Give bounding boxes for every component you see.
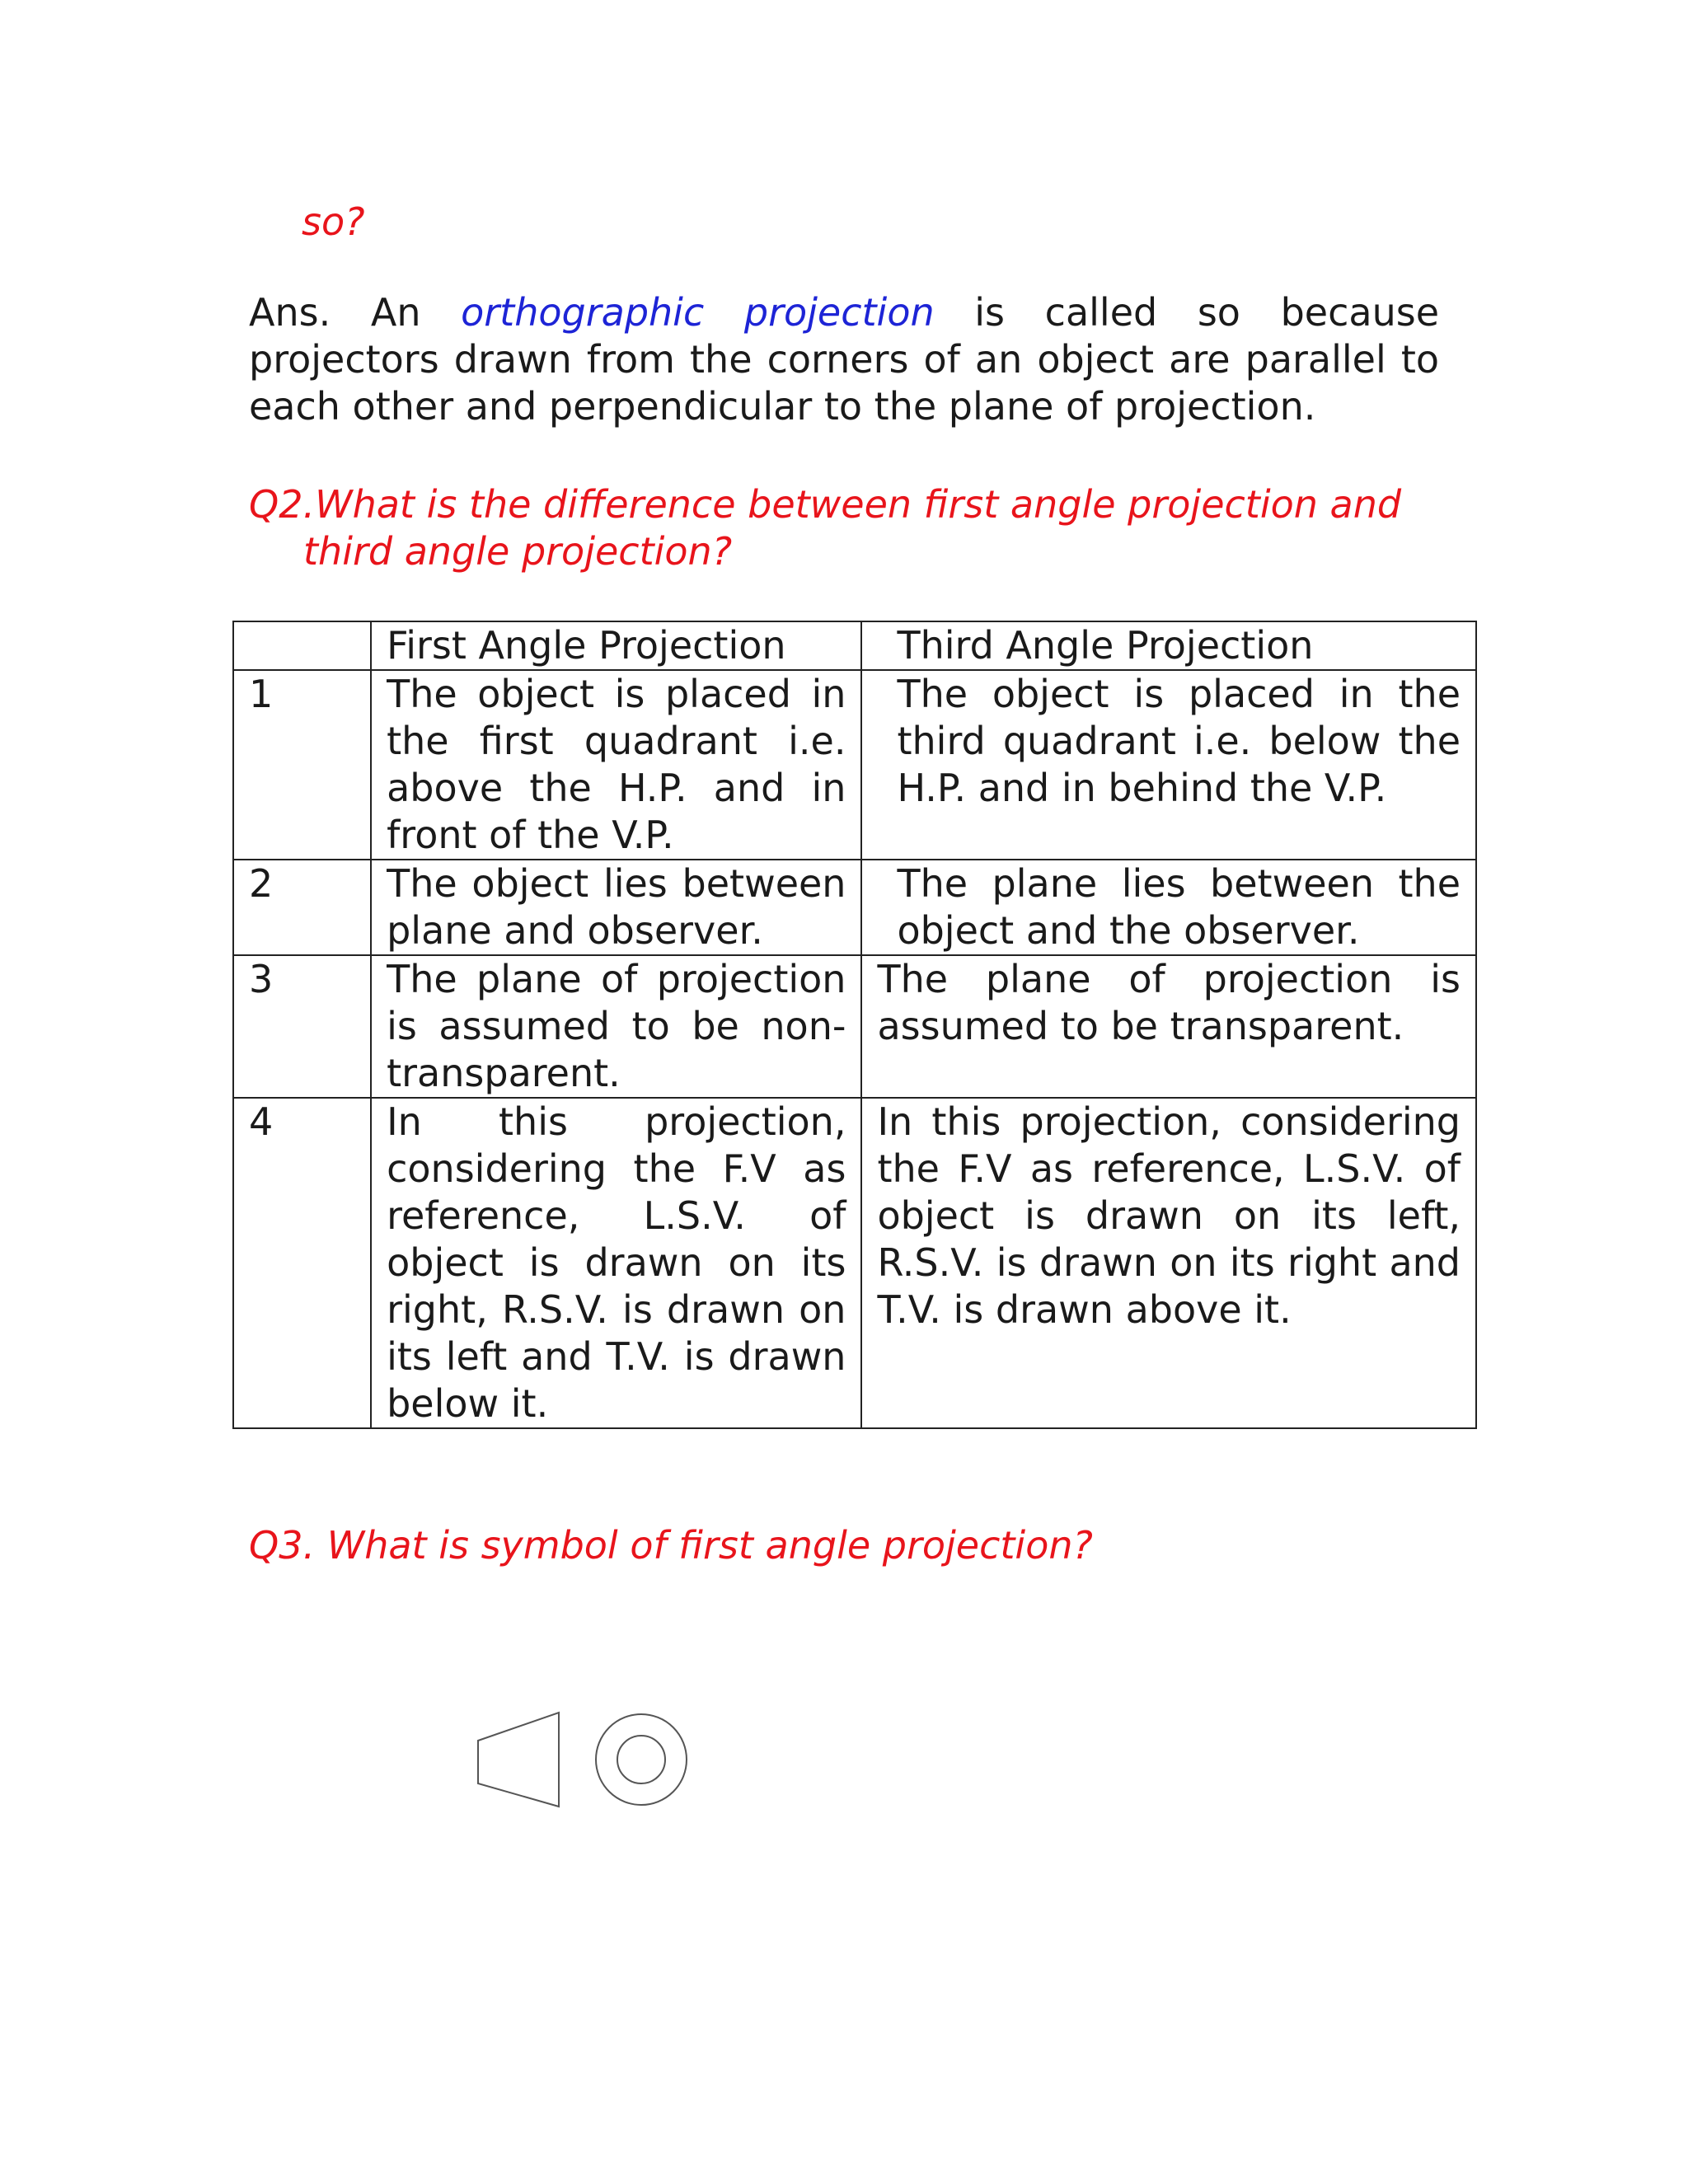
question-3: Q3. What is symbol of first angle projection? <box>249 1523 1093 1568</box>
third-angle-cell: The plane lies between the object and the observer. <box>861 860 1476 955</box>
header-first-angle: First Angle Projection <box>371 621 861 670</box>
table-row <box>233 860 1476 955</box>
answer-rest: is called so because projectors drawn from the corners of an object are parallel to each other and perpendicular to the plane of projection. <box>249 290 1439 429</box>
header-third-angle: Third Angle Projection <box>861 621 1476 670</box>
third-angle-cell: In this projection, considering the F.V as reference, L.S.V. of object is drawn on its left, R.S.V. is drawn on its right and T.V. is drawn above it. <box>861 1098 1476 1428</box>
answer-prefix: Ans. An <box>249 290 462 335</box>
outer-circle <box>596 1714 687 1805</box>
first-angle-cell: The object is placed in the first quadrant i.e. above the H.P. and in front of the V.P. <box>371 670 861 860</box>
comparison-table <box>232 621 1477 1429</box>
first-angle-symbol-icon <box>476 1709 699 1816</box>
answer-paragraph <box>249 289 1439 430</box>
table-row <box>233 1098 1476 1428</box>
header-num-cell <box>233 621 371 670</box>
row-number: 1 <box>233 670 371 860</box>
first-angle-cell: In this projection, considering the F.V as reference, L.S.V. of object is drawn on its right, R.S.V. is drawn on its left and T.V. is drawn below it. <box>371 1098 861 1428</box>
answer-term: orthographic projection <box>461 290 935 335</box>
table-row <box>233 955 1476 1098</box>
table-header-row <box>233 621 1476 670</box>
first-angle-cell: The object lies between plane and observer. <box>371 860 861 955</box>
first-angle-cell: The plane of projection is assumed to be non-transparent. <box>371 955 861 1098</box>
third-angle-cell: The plane of projection is assumed to be transparent. <box>861 955 1476 1098</box>
question-1-tail: so? <box>302 199 365 244</box>
truncated-cone-front-view <box>478 1713 559 1807</box>
table-row <box>233 670 1476 860</box>
third-angle-cell: The object is placed in the third quadrant i.e. below the H.P. and in behind the V.P. <box>861 670 1476 860</box>
row-number: 4 <box>233 1098 371 1428</box>
row-number: 3 <box>233 955 371 1098</box>
inner-circle <box>617 1736 665 1783</box>
question-2: Q2.What is the difference between first angle projection and third angle projection? <box>249 482 1402 574</box>
row-number: 2 <box>233 860 371 955</box>
